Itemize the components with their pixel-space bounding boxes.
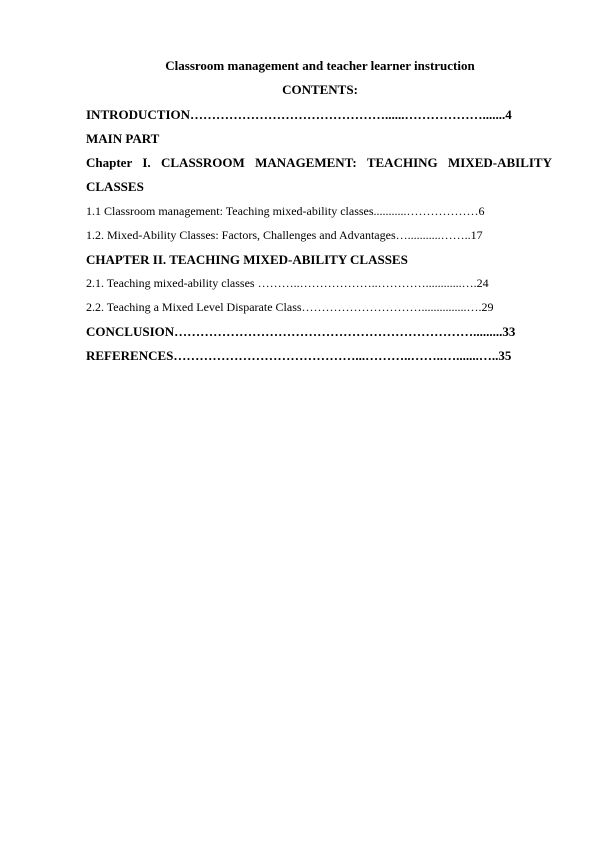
toc-conclusion: CONCLUSION…………………………………………………………….........33 [86, 324, 516, 339]
contents-heading: CONTENTS: [282, 82, 358, 97]
toc-section-2-1: 2.1. Teaching mixed-ability classes ………..………………..…………............….24 [86, 276, 489, 290]
toc-chapter-1-line2: CLASSES [86, 179, 144, 194]
document-title: Classroom management and teacher learner instruction [165, 58, 475, 73]
toc-section-1-1: 1.1 Classroom management: Teaching mixed-ability classes...........………………6 [86, 204, 485, 218]
toc-introduction: INTRODUCTION………………………………………......……………….......4 [86, 107, 512, 122]
toc-section-1-2: 1.2. Mixed-Ability Classes: Factors, Challenges and Advantages…...........……..17 [86, 228, 483, 242]
toc-section-2-2: 2.2. Teaching a Mixed Level Disparate Class…………………………...............….29 [86, 300, 494, 314]
toc-main-part: MAIN PART [86, 131, 160, 146]
toc-chapter-1-line1: Chapter I. CLASSROOM MANAGEMENT: TEACHING MIXED-ABILITY [86, 155, 552, 170]
toc-references: REFERENCES……………………………………...………..……..….......…..35 [86, 348, 512, 363]
toc-chapter-2: CHAPTER II. TEACHING MIXED-ABILITY CLASSES [86, 252, 408, 267]
